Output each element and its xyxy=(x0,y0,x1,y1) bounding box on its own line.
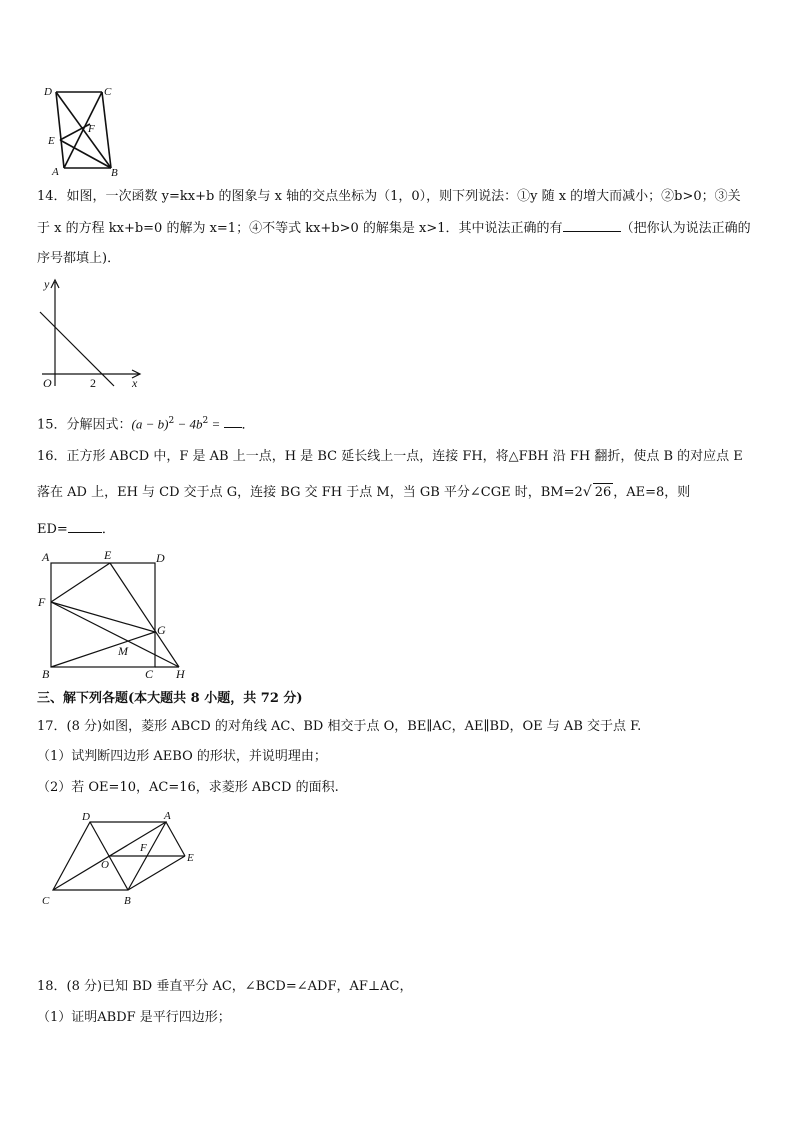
q17-sub2: （2）若 OE=10，AC=16，求菱形 ABCD 的面积. xyxy=(37,780,339,795)
q16-line3-tail: ． xyxy=(101,522,115,537)
section-3-title: 三、解下列各题(本大题共 8 小题，共 72 分) xyxy=(37,691,303,706)
label-f: F xyxy=(38,595,46,609)
q16-line1: 16．正方形 ABCD 中，F 是 AB 上一点，H 是 BC 延长线上一点，连接 FH，将△FBH 沿 FH 翻折，使点 B 的对应点 E xyxy=(37,449,743,464)
y-axis-label: y xyxy=(44,277,50,291)
label-e: E xyxy=(187,852,194,864)
figure-q17-svg xyxy=(36,808,206,908)
edge-da xyxy=(56,92,64,168)
figure-q13 xyxy=(40,82,130,178)
x-tick-label: 2 xyxy=(90,376,96,390)
label-b: B xyxy=(124,895,131,907)
seg-ae xyxy=(166,822,185,856)
label-a: A xyxy=(42,550,50,564)
q16-sqrt-value: 26 xyxy=(594,485,612,500)
q14-line3: 序号都填上)． xyxy=(37,251,121,266)
q16-line2-text: 落在 AD 上，EH 与 CD 交于点 G，连接 BG 交 FH 于点 M，当 GB 平分∠CGE 时，BM=2 xyxy=(37,485,583,500)
q14-line2-tail: （把你认为说法正确的 xyxy=(620,221,751,236)
label-e: E xyxy=(104,548,112,562)
q16-line3 xyxy=(37,520,115,539)
q17-line1: 17．(8 分)如图，菱形 ABCD 的对角线 AC、BD 相交于点 O，BE∥AC，AE∥BD，OE 与 AB 交于点 F. xyxy=(37,719,642,734)
figure-q14-graph xyxy=(32,274,152,390)
label-a: A xyxy=(164,810,171,822)
seg-eb xyxy=(60,140,111,168)
diag-ca xyxy=(64,92,102,168)
seg-bg xyxy=(51,632,155,667)
figure-q16 xyxy=(34,548,194,682)
label-g: G xyxy=(157,623,166,637)
seg-fe xyxy=(51,563,110,602)
square-abcd xyxy=(51,563,155,667)
q16-line2-tail: ，AE=8，则 xyxy=(613,485,691,500)
label-c: C xyxy=(145,667,154,681)
label-o: O xyxy=(101,859,109,871)
label-c: C xyxy=(104,86,112,98)
label-e: E xyxy=(48,135,55,147)
q15-answer-blank[interactable] xyxy=(224,415,242,428)
q15-sup-a: 2 xyxy=(168,416,175,426)
label-f: F xyxy=(140,842,147,854)
label-h: H xyxy=(176,667,185,681)
q14-line2 xyxy=(37,219,751,238)
q15-line xyxy=(37,412,255,434)
label-a: A xyxy=(52,166,59,178)
label-d: D xyxy=(82,811,90,823)
label-c: C xyxy=(42,895,50,907)
q16-answer-blank[interactable] xyxy=(68,520,102,533)
figure-q16-svg xyxy=(34,548,194,682)
label-f: F xyxy=(88,123,95,135)
graph-svg xyxy=(32,274,152,390)
label-m: M xyxy=(118,644,128,658)
q15-expr-b: − 4b xyxy=(174,416,203,432)
q14-line1: 14．如图，一次函数 y=kx+b 的图象与 x 轴的交点坐标为（1，0），则下列说法：①y 随 x 的增大而减小；②b>0；③关 xyxy=(37,189,741,204)
figure-q13-svg xyxy=(40,82,130,178)
figure-q17 xyxy=(36,808,206,908)
q14-line2-text: 于 x 的方程 kx+b=0 的解为 x=1；④不等式 kx+b>0 的解集是 x>1．其中说法正确的有 xyxy=(37,221,563,236)
label-b: B xyxy=(111,167,118,178)
label-b: B xyxy=(42,667,50,681)
label-d: D xyxy=(44,86,52,98)
q17-sub1: （1）试判断四边形 AEBO 的形状，并说明理由； xyxy=(37,749,327,764)
q15-suffix: ． xyxy=(241,417,255,433)
q16-line2: 落在 AD 上，EH 与 CD 交于点 G，连接 BG 交 FH 于点 M，当 GB 平分∠CGE 时，BM=2√ 26 ，AE=8，则 xyxy=(37,484,691,500)
q16-ed-label: ED= xyxy=(37,522,68,537)
q15-equals: = xyxy=(208,416,224,432)
q15-sup-b: 2 xyxy=(202,416,209,426)
q15-expr-a: (a − b) xyxy=(131,416,169,432)
q14-answer-blank[interactable] xyxy=(563,219,621,232)
q18-sub1: （1）证明ABDF 是平行四边形； xyxy=(37,1010,231,1025)
function-line xyxy=(40,312,114,386)
origin-label: O xyxy=(43,376,52,390)
label-d: D xyxy=(156,551,165,565)
q15-prefix: 15．分解因式： xyxy=(37,417,132,433)
x-axis-label: x xyxy=(132,376,138,390)
seg-be xyxy=(128,856,185,890)
q18-line1: 18．(8 分)已知 BD 垂直平分 AC，∠BCD=∠ADF，AF⊥AC， xyxy=(37,979,413,994)
